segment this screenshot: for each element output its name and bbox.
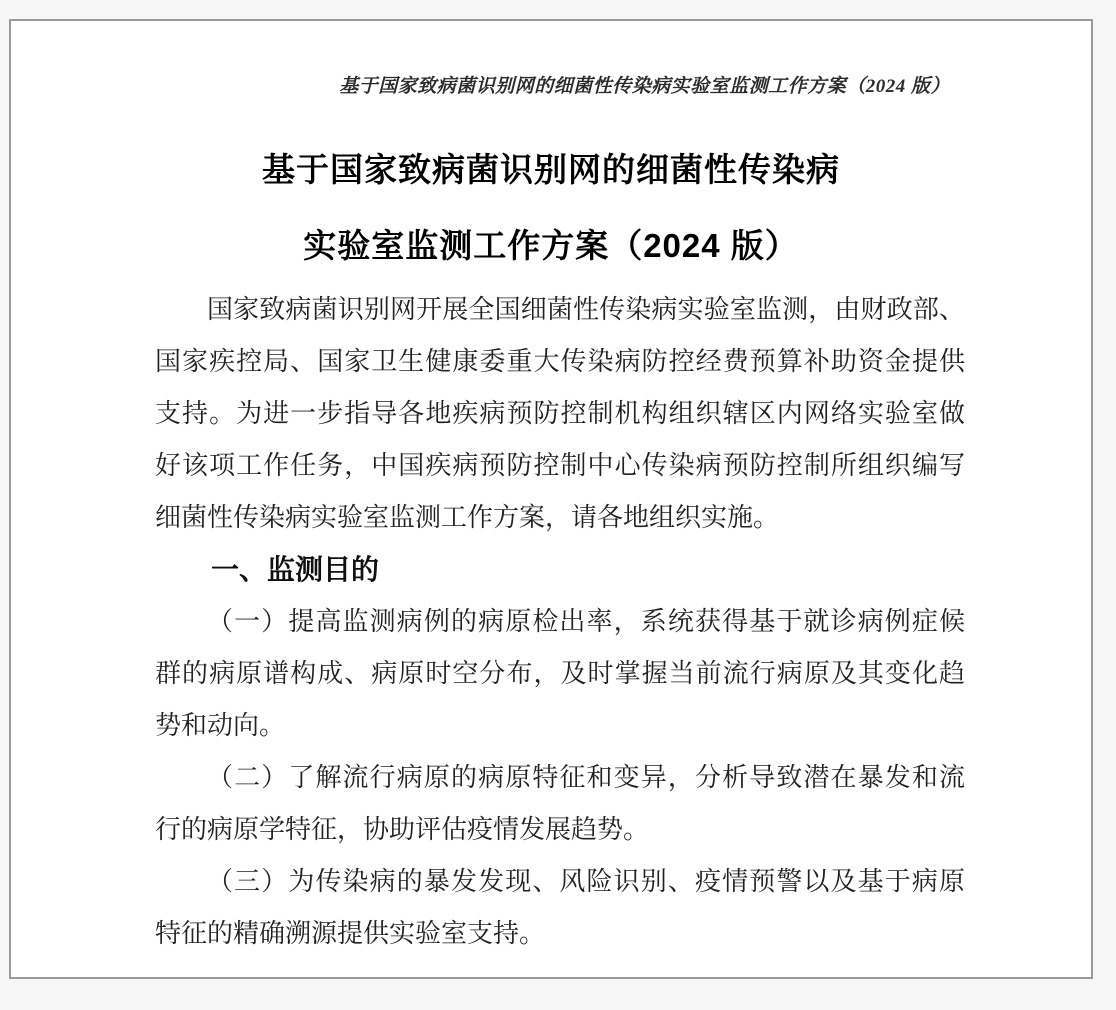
item1-line-1: （一）提高监测病例的病原检出率，系统获得基于就诊病例症候: [207, 607, 965, 636]
item2-line-2: 行的病原学特征，协助评估疫情发展趋势。: [155, 815, 650, 844]
document-body: [155, 284, 965, 960]
document-page: [9, 19, 1093, 979]
item3-line-2: 特征的精确溯源提供实验室支持。: [155, 919, 546, 948]
item1-line-2: 群的病原谱构成、病原时空分布，及时掌握当前流行病原及其变化趋: [155, 659, 965, 688]
section-heading-monitoring-purpose: 一、监测目的: [211, 554, 380, 585]
item3-line-1: （三）为传染病的暴发发现、风险识别、疫情预警以及基于病原: [207, 867, 965, 896]
intro-line-5: 细菌性传染病实验室监测工作方案，请各地组织实施。: [155, 503, 780, 532]
document-title: [11, 132, 1091, 284]
intro-line-1: 国家致病菌识别网开展全国细菌性传染病实验室监测，由财政部、: [207, 295, 965, 324]
document-title-line-2: 实验室监测工作方案（2024 版）: [303, 227, 799, 264]
intro-line-2: 国家疾控局、国家卫生健康委重大传染病防控经费预算补助资金提供: [155, 347, 965, 376]
intro-line-3: 支持。为进一步指导各地疾病预防控制机构组织辖区内网络实验室做: [155, 399, 965, 428]
intro-line-4: 好该项工作任务，中国疾病预防控制中心传染病预防控制所组织编写: [155, 451, 965, 480]
document-title-line-1: 基于国家致病菌识别网的细菌性传染病: [262, 151, 840, 188]
running-header: 基于国家致病菌识别网的细菌性传染病实验室监测工作方案（2024 版）: [339, 76, 950, 97]
item1-line-3: 势和动向。: [155, 711, 286, 740]
item2-line-1: （二）了解流行病原的病原特征和变异，分析导致潜在暴发和流: [207, 763, 965, 792]
